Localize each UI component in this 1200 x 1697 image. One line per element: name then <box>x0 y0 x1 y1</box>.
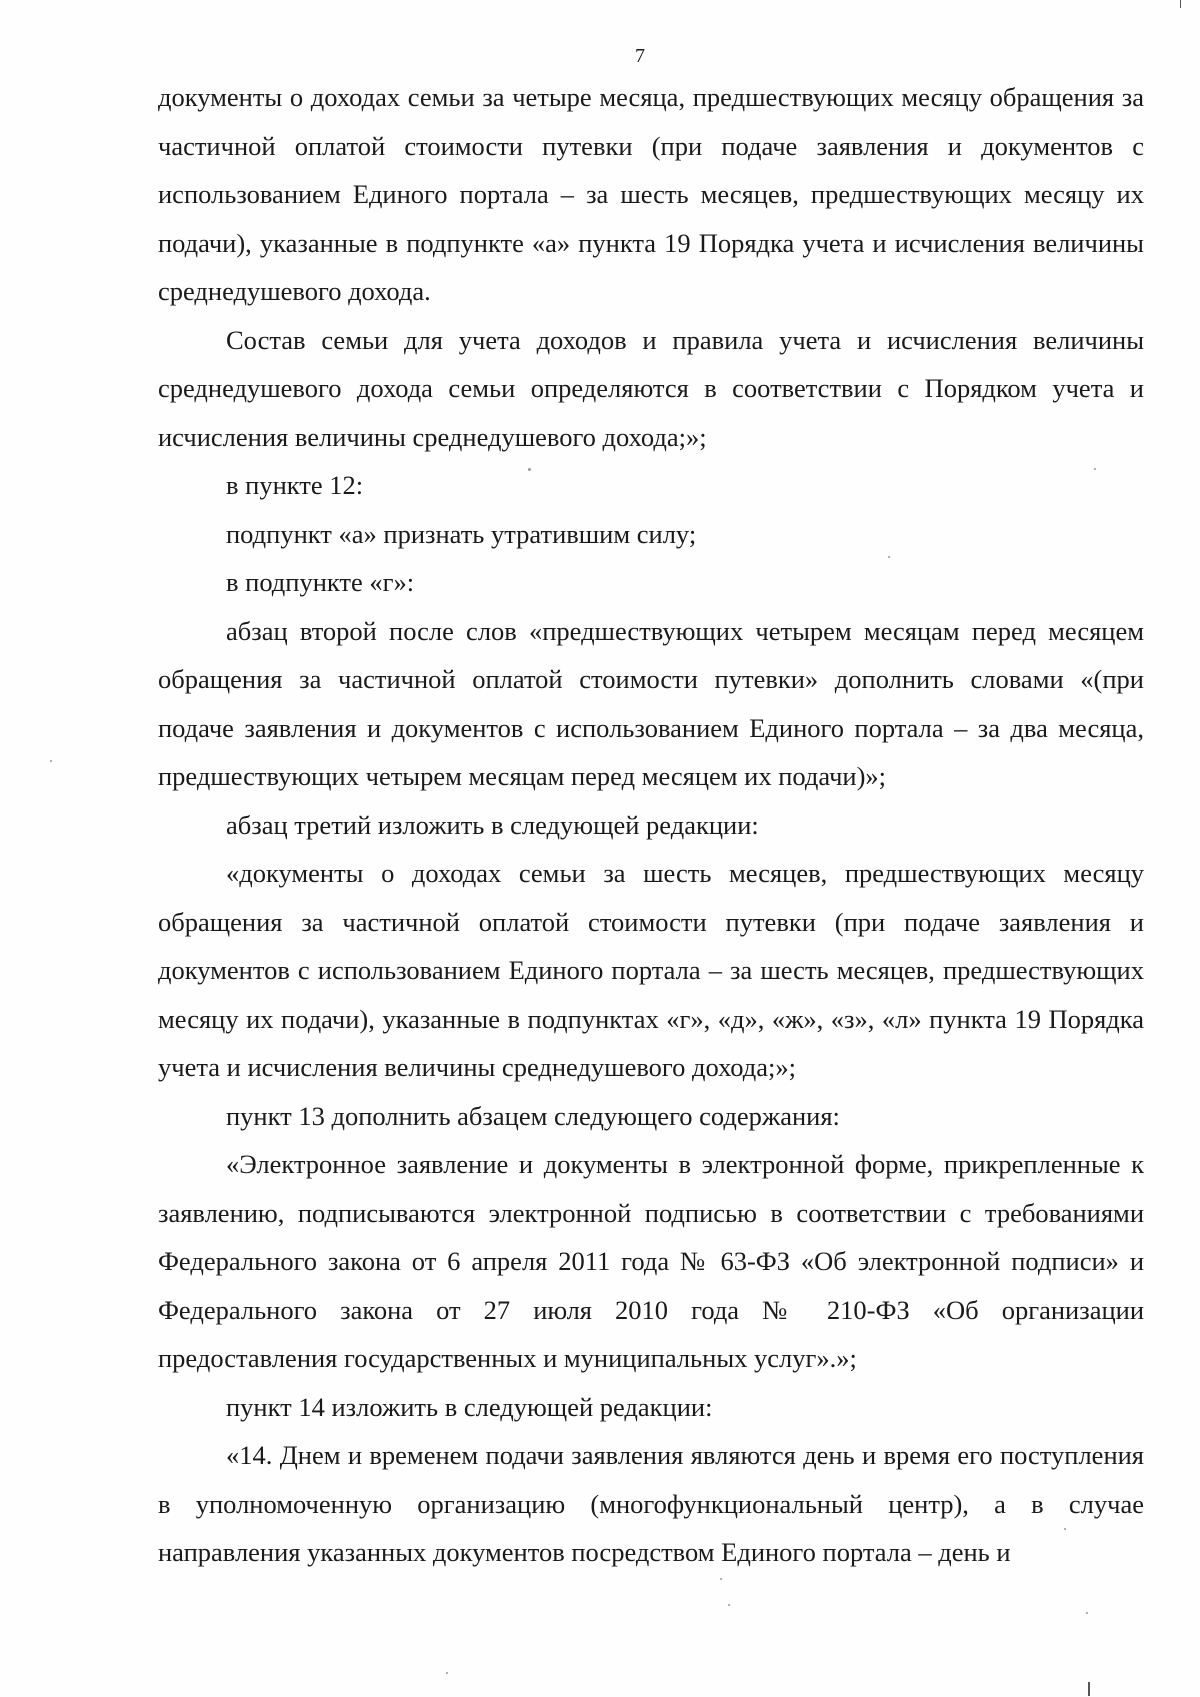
paragraph-7: абзац третий изложить в следующей редакции: <box>226 809 759 840</box>
scan-speck <box>446 1672 448 1674</box>
scan-edge-mark <box>1088 1682 1090 1696</box>
paragraph-9: пункт 13 дополнить абзацем следующего содержания: <box>226 1100 840 1131</box>
paragraph-5: в подпункте «г»: <box>226 567 415 597</box>
paragraph-2: Состав семьи для учета доходов и правила учета и исчисления величины среднедушевого дохода семьи определяются в соответствии с Порядком учета и исчисления величины среднедушевого дохода;»; <box>158 324 1144 452</box>
paragraph-6: абзац второй после слов «предшествующих четырем месяцам перед месяцем обращения за частичной оплатой стоимости путевки» дополнить словами «(при подаче заявления и документов с использованием Единого портала – за два месяца, предшествующих четырем месяцам перед месяцем их подачи)»; <box>158 615 1144 791</box>
scan-speck <box>528 468 531 471</box>
paragraph-1-continued: документы о доходах семьи за четыре месяца, предшествующих месяцу обращения за частичной оплатой стоимости путевки (при подаче заявления и документов с использованием Единого портала – за шесть месяцев, предшествующих месяцу их подачи), указанные в подпункте «а» пункта 19 Порядка учета и исчисления величины среднедушевого дохода. <box>158 82 1144 306</box>
paragraph-4: подпункт «а» признать утратившим силу; <box>226 518 697 549</box>
document-body <box>158 73 1144 1577</box>
scan-speck <box>1064 1528 1066 1530</box>
page-number: 7 <box>635 45 645 67</box>
scan-speck <box>1094 468 1096 470</box>
paragraph-12: «14. Днем и временем подачи заявления являются день и время его поступления в уполномоченную организацию (многофункциональный центр), а в случае направления указанных документов посредством Единого портала – день и <box>158 1440 1144 1567</box>
scan-speck <box>888 556 890 558</box>
paragraph-8: «документы о доходах семьи за шесть месяцев, предшествующих месяцу обращения за частичной оплатой стоимости путевки (при подаче заявления и документов с использованием Единого портала – за шесть месяцев, предшествующих месяцу их подачи), указанные в подпунктах «г», «д», «ж», «з», «л» пункта 19 Порядка учета и исчисления величины среднедушевого дохода;»; <box>158 858 1144 1082</box>
scan-speck <box>50 760 52 762</box>
scan-speck <box>720 1578 722 1580</box>
scan-speck <box>728 1604 730 1606</box>
paragraph-3: в пункте 12: <box>226 470 364 500</box>
paragraph-11: пункт 14 изложить в следующей редакции: <box>226 1391 713 1422</box>
paragraph-10: «Электронное заявление и документы в электронной форме, прикрепленные к заявлению, подписываются электронной подписью в соответствии с требованиями Федерального закона от 6 апреля 2011 года № 63-ФЗ «Об электронной подписи» и Федерального закона от 27 июля 2010 года № 210-ФЗ «Об организации предоставления государственных и муниципальных услуг».»; <box>158 1149 1144 1373</box>
scan-speck <box>1086 1612 1088 1614</box>
scan-edge-mark <box>1180 0 1181 8</box>
